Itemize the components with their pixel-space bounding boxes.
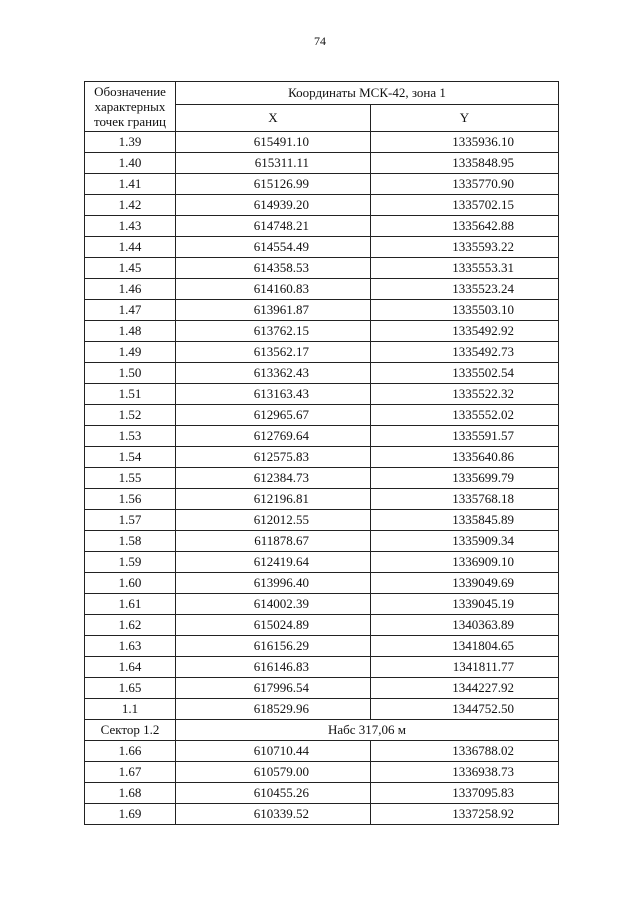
point-cell: 1.45 <box>85 258 176 279</box>
y-cell: 1335523.24 <box>371 279 559 300</box>
table-row <box>85 783 559 804</box>
y-cell: 1341804.65 <box>371 636 559 657</box>
point-cell: 1.57 <box>85 510 176 531</box>
y-cell: 1336788.02 <box>371 741 559 762</box>
x-cell: 615024.89 <box>176 615 371 636</box>
table-row <box>85 657 559 678</box>
x-cell: 613562.17 <box>176 342 371 363</box>
x-cell: 614748.21 <box>176 216 371 237</box>
point-cell: 1.44 <box>85 237 176 258</box>
x-cell: 612419.64 <box>176 552 371 573</box>
point-cell: 1.56 <box>85 489 176 510</box>
x-cell: 613961.87 <box>176 300 371 321</box>
y-cell: 1340363.89 <box>371 615 559 636</box>
y-cell: 1337095.83 <box>371 783 559 804</box>
point-cell: 1.40 <box>85 153 176 174</box>
y-cell: 1335593.22 <box>371 237 559 258</box>
table-row <box>85 594 559 615</box>
table-row <box>85 300 559 321</box>
point-cell: 1.42 <box>85 195 176 216</box>
x-cell: 616156.29 <box>176 636 371 657</box>
point-cell: 1.68 <box>85 783 176 804</box>
table-row <box>85 321 559 342</box>
x-cell: 614358.53 <box>176 258 371 279</box>
point-cell: 1.69 <box>85 804 176 825</box>
y-cell: 1335503.10 <box>371 300 559 321</box>
table-row <box>85 510 559 531</box>
point-cell: 1.43 <box>85 216 176 237</box>
y-cell: 1335848.95 <box>371 153 559 174</box>
x-cell: 612012.55 <box>176 510 371 531</box>
point-cell: 1.51 <box>85 384 176 405</box>
point-cell: 1.59 <box>85 552 176 573</box>
x-cell: 616146.83 <box>176 657 371 678</box>
table-row <box>85 279 559 300</box>
table-row <box>85 804 559 825</box>
table-row <box>85 489 559 510</box>
table-row <box>85 741 559 762</box>
table-body-sector-1 <box>85 132 559 720</box>
coordinates-table <box>84 81 559 825</box>
point-cell: 1.48 <box>85 321 176 342</box>
header-x: X <box>176 105 371 132</box>
x-cell: 612196.81 <box>176 489 371 510</box>
table-row <box>85 426 559 447</box>
point-cell: 1.60 <box>85 573 176 594</box>
table-row <box>85 216 559 237</box>
y-cell: 1335591.57 <box>371 426 559 447</box>
table-row <box>85 762 559 783</box>
header-point-designation: Обозначение характерных точек границ <box>85 82 176 132</box>
table-row <box>85 363 559 384</box>
y-cell: 1335770.90 <box>371 174 559 195</box>
point-cell: 1.47 <box>85 300 176 321</box>
table-row <box>85 237 559 258</box>
x-cell: 618529.96 <box>176 699 371 720</box>
x-cell: 615126.99 <box>176 174 371 195</box>
y-cell: 1339049.69 <box>371 573 559 594</box>
y-cell: 1344227.92 <box>371 678 559 699</box>
y-cell: 1337258.92 <box>371 804 559 825</box>
x-cell: 610579.00 <box>176 762 371 783</box>
table-row <box>85 678 559 699</box>
x-cell: 617996.54 <box>176 678 371 699</box>
x-cell: 614554.49 <box>176 237 371 258</box>
x-cell: 614002.39 <box>176 594 371 615</box>
x-cell: 613762.15 <box>176 321 371 342</box>
point-cell: 1.55 <box>85 468 176 489</box>
header-coordinate-system: Координаты МСК-42, зона 1 <box>176 82 559 105</box>
point-cell: 1.61 <box>85 594 176 615</box>
x-cell: 613362.43 <box>176 363 371 384</box>
table-row <box>85 699 559 720</box>
y-cell: 1339045.19 <box>371 594 559 615</box>
y-cell: 1335492.92 <box>371 321 559 342</box>
y-cell: 1335702.15 <box>371 195 559 216</box>
y-cell: 1335936.10 <box>371 132 559 153</box>
x-cell: 614160.83 <box>176 279 371 300</box>
table-row <box>85 573 559 594</box>
x-cell: 612575.83 <box>176 447 371 468</box>
y-cell: 1335909.34 <box>371 531 559 552</box>
table-body-sector-2 <box>85 741 559 825</box>
y-cell: 1335642.88 <box>371 216 559 237</box>
point-cell: 1.65 <box>85 678 176 699</box>
table-row <box>85 447 559 468</box>
x-cell: 613163.43 <box>176 384 371 405</box>
page-number: 74 <box>314 34 326 48</box>
table-row <box>85 468 559 489</box>
sector-height: Набс 317,06 м <box>176 720 559 741</box>
table-row <box>85 552 559 573</box>
point-cell: 1.52 <box>85 405 176 426</box>
sector-header <box>85 720 559 741</box>
table-row <box>85 195 559 216</box>
point-cell: 1.67 <box>85 762 176 783</box>
sector-label: Сектор 1.2 <box>85 720 176 741</box>
table-row <box>85 174 559 195</box>
table-row <box>85 342 559 363</box>
point-cell: 1.58 <box>85 531 176 552</box>
point-cell: 1.39 <box>85 132 176 153</box>
x-cell: 610455.26 <box>176 783 371 804</box>
table-row <box>85 153 559 174</box>
y-cell: 1335768.18 <box>371 489 559 510</box>
y-cell: 1335699.79 <box>371 468 559 489</box>
y-cell: 1335845.89 <box>371 510 559 531</box>
sector-row <box>85 720 559 741</box>
point-cell: 1.64 <box>85 657 176 678</box>
y-cell: 1335502.54 <box>371 363 559 384</box>
x-cell: 615491.10 <box>176 132 371 153</box>
table-row <box>85 531 559 552</box>
x-cell: 612384.73 <box>176 468 371 489</box>
y-cell: 1341811.77 <box>371 657 559 678</box>
y-cell: 1336909.10 <box>371 552 559 573</box>
point-cell: 1.62 <box>85 615 176 636</box>
point-cell: 1.49 <box>85 342 176 363</box>
y-cell: 1335492.73 <box>371 342 559 363</box>
y-cell: 1335640.86 <box>371 447 559 468</box>
point-cell: 1.46 <box>85 279 176 300</box>
header-y: Y <box>371 105 559 132</box>
table-row <box>85 258 559 279</box>
table-row <box>85 384 559 405</box>
y-cell: 1336938.73 <box>371 762 559 783</box>
x-cell: 612965.67 <box>176 405 371 426</box>
x-cell: 610339.52 <box>176 804 371 825</box>
table-row <box>85 132 559 153</box>
x-cell: 611878.67 <box>176 531 371 552</box>
y-cell: 1344752.50 <box>371 699 559 720</box>
y-cell: 1335522.32 <box>371 384 559 405</box>
x-cell: 610710.44 <box>176 741 371 762</box>
point-cell: 1.41 <box>85 174 176 195</box>
y-cell: 1335553.31 <box>371 258 559 279</box>
point-cell: 1.66 <box>85 741 176 762</box>
table-row <box>85 615 559 636</box>
y-cell: 1335552.02 <box>371 405 559 426</box>
point-cell: 1.50 <box>85 363 176 384</box>
x-cell: 614939.20 <box>176 195 371 216</box>
x-cell: 615311.11 <box>176 153 371 174</box>
point-cell: 1.1 <box>85 699 176 720</box>
x-cell: 613996.40 <box>176 573 371 594</box>
x-cell: 612769.64 <box>176 426 371 447</box>
point-cell: 1.54 <box>85 447 176 468</box>
point-cell: 1.53 <box>85 426 176 447</box>
point-cell: 1.63 <box>85 636 176 657</box>
table-row <box>85 636 559 657</box>
table-row <box>85 405 559 426</box>
